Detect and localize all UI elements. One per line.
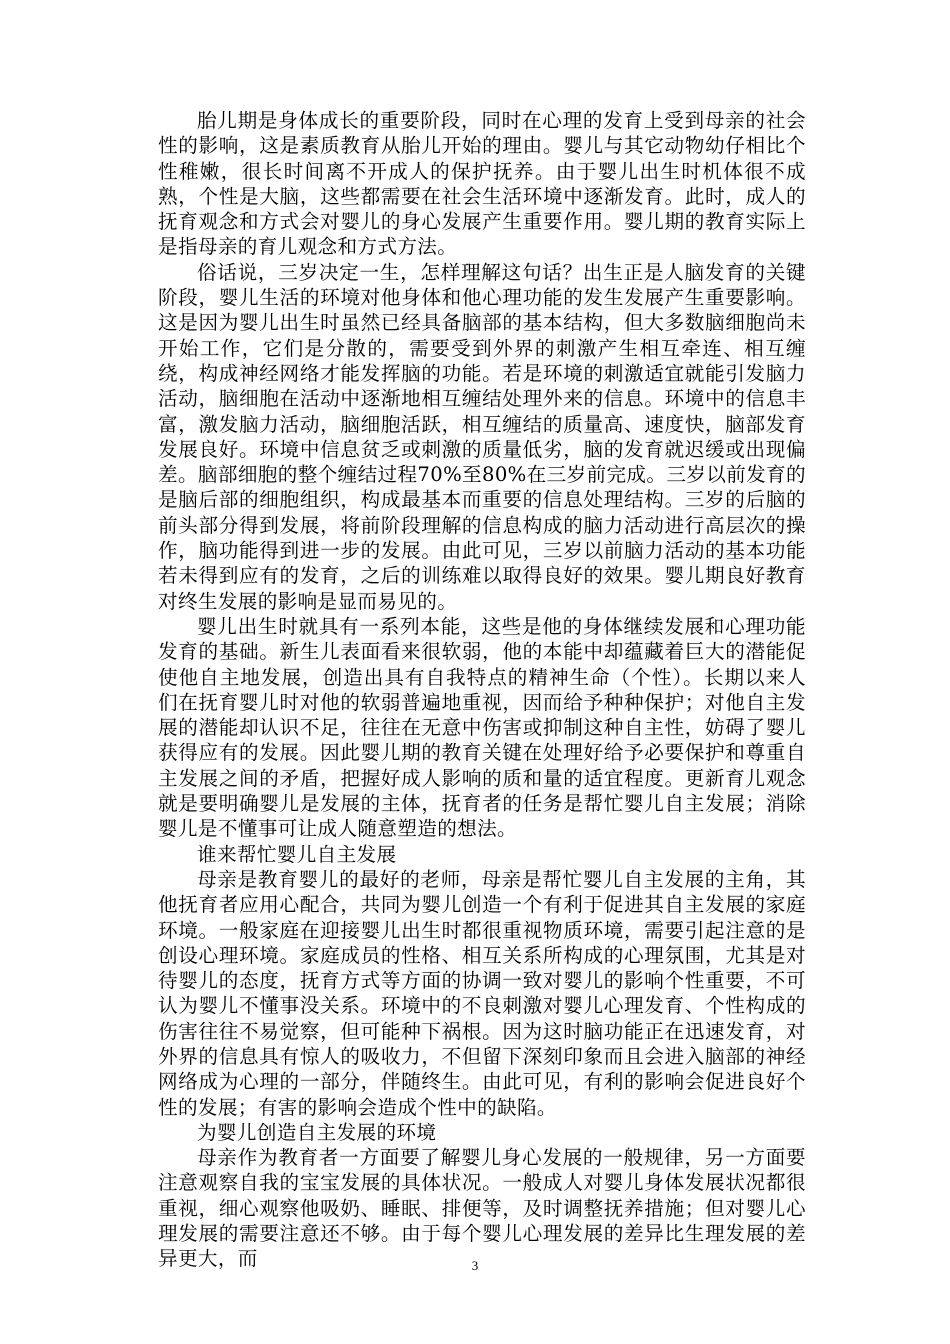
paragraph-3: 婴儿出生时就具有一系列本能，这些是他的身体继续发展和心理功能发育的基础。新生儿表面看来很软弱，他的本能中却蕴藏着巨大的潜能促使他自主地发展，创造出具有自我特点的精神生命（个性）。长期以来人们在抚育婴儿时对他的软弱普遍地重视，因而给予种种保护；对他自主发展的潜能却认识不足，往往在无意中伤害或抑制这种自主性，妨碍了婴儿获得应有的发展。因此婴儿期的教育关键在处理好给予必要保护和尊重自主发展之间的矛盾，把握好成人影响的质和量的适宜程度。更新育儿观念就是要明确婴儿是发展的主体，抚育者的任务是帮忙婴儿自主发展；消除婴儿是不懂事可让成人随意塑造的想法。 (158, 614, 806, 841)
section-heading-1: 谁来帮忙婴儿自主发展 (197, 842, 397, 866)
page-number: 3 (471, 1258, 479, 1273)
document-body (158, 108, 806, 1272)
paragraph-1: 胎儿期是身体成长的重要阶段，同时在心理的发育上受到母亲的社会性的影响，这是素质教育从胎儿开始的理由。婴儿与其它动物幼仔相比个性稚嫩，很长时间离不开成人的保护抚养。由于婴儿出生时机体很不成熟，个性是大脑，这些都需要在社会生活环境中逐渐发育。此时，成人的抚育观念和方式会对婴儿的身心发展产生重要作用。婴儿期的教育实际上是指母亲的育儿观念和方式方法。 (158, 109, 806, 259)
paragraph-2: 俗话说，三岁决定一生，怎样理解这句话？出生正是人脑发育的关键阶段，婴儿生活的环境对他身体和他心理功能的发生发展产生重要影响。这是因为婴儿出生时虽然已经具备脑部的基本结构，但大多数脑细胞尚未开始工作，它们是分散的，需要受到外界的刺激产生相互牵连、相互缠绕，构成神经网络才能发挥脑的功能。若是环境的刺激适宜就能引发脑力活动，脑细胞在活动中逐渐地相互缠结处理外来的信息。环境中的信息丰富，激发脑力活动，脑细胞活跃，相互缠结的质量高、速度快，脑部发育发展良好。环境中信息贫乏或刺激的质量低劣，脑的发育就迟缓或出现偏差。脑部细胞的整个缠结过程70%至80%在三岁前完成。三岁以前发育的是脑后部的细胞组织，构成最基本而重要的信息处理结构。三岁的后脑的前头部分得到发展，将前阶段理解的信息构成的脑力活动进行高层次的操作，脑功能得到进一步的发展。由此可见，三岁以前脑力活动的基本功能若未得到应有的发育，之后的训练难以取得良好的效果。婴儿期良好教育对终生发展的影响是显而易见的。 (158, 260, 806, 613)
paragraph-5: 母亲作为教育者一方面要了解婴儿身心发展的一般规律，另一方面要注意观察自我的宝宝发展的具体状况。一般成人对婴儿身体发展状况都很重视，细心观察他吸奶、睡眠、排便等，及时调整抚养措施；但对婴儿心理发展的需要注意还不够。由于每个婴儿心理发展的差异比生理发展的差异更大，而 (158, 1146, 806, 1271)
section-heading-2: 为婴儿创造自主发展的环境 (197, 1120, 437, 1144)
paragraph-4: 母亲是教育婴儿的最好的老师，母亲是帮忙婴儿自主发展的主角，其他抚育者应用心配合，共同为婴儿创造一个有利于促进其自主发展的家庭环境。一般家庭在迎接婴儿出生时都很重视物质环境，需要引起注意的是创设心理环境。家庭成员的性格、相互关系所构成的心理氛围，尤其是对待婴儿的态度，抚育方式等方面的协调一致对婴儿的影响个性重要，不可认为婴儿不懂事没关系。环境中的不良刺激对婴儿心理发育、个性构成的伤害往往不易觉察，但可能种下祸根。因为这时脑功能正在迅速发育，对外界的信息具有惊人的吸收力，不但留下深刻印象而且会进入脑部的神经网络成为心理的一部分，伴随终生。由此可见，有利的影响会促进良好个性的发展；有害的影响会造成个性中的缺陷。 (158, 867, 806, 1119)
